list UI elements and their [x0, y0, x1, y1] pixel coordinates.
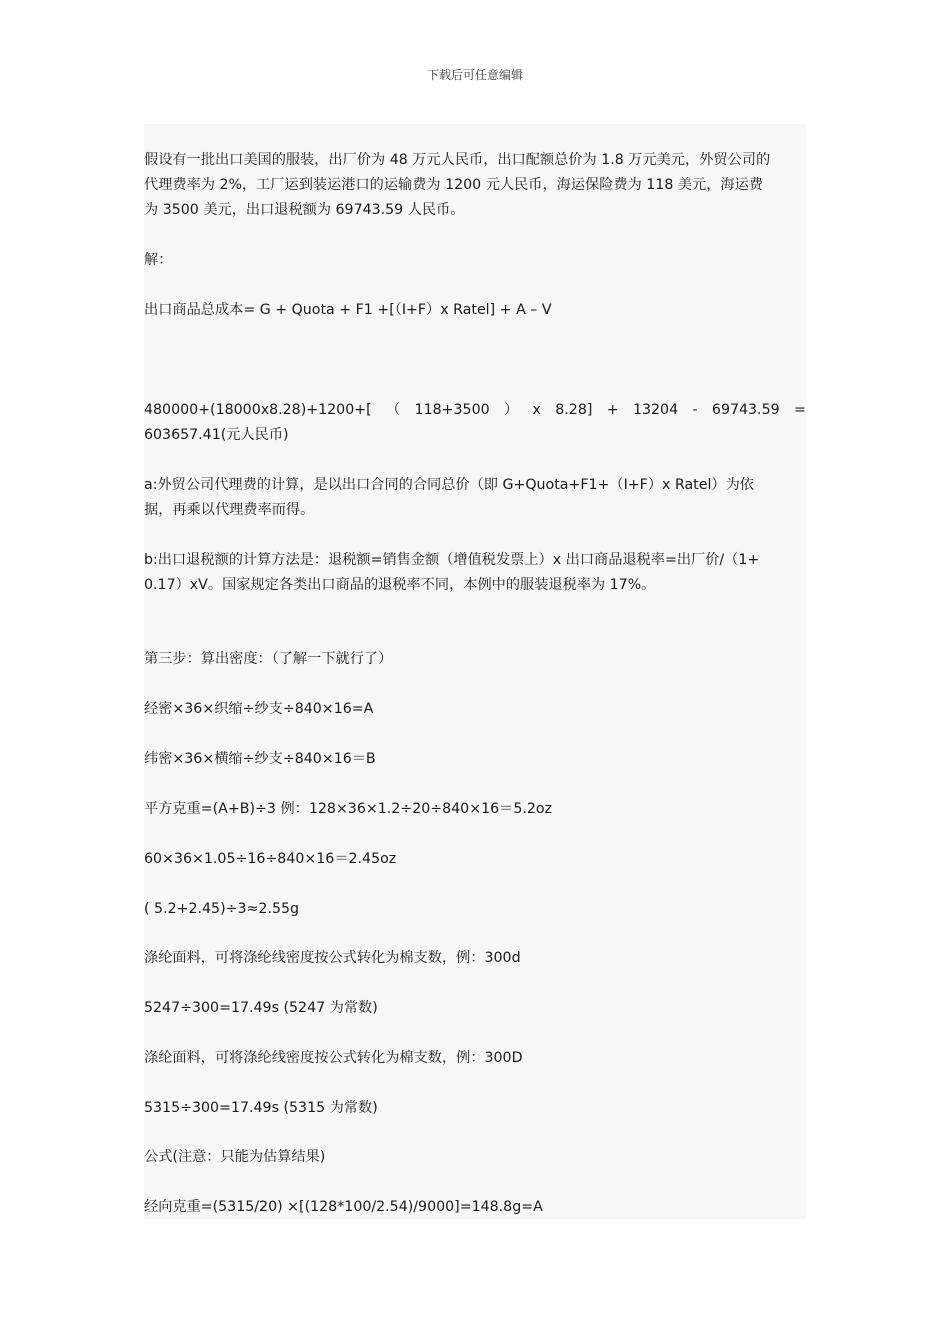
polyester-note-1: 涤纶面料，可将涤纶线密度按公式转化为棉支数，例：300d [144, 950, 521, 966]
note-b-line-2: 0.17）xV。国家规定各类出口商品的退税率不同，本例中的服装退税率为 17%。 [144, 577, 656, 593]
total-cost-formula: 出口商品总成本= G + Quota + F1 +[（I+F）x Ratel] + A – V [144, 302, 552, 318]
polyester-calc-2: 5315÷300=17.49s (5315 为常数) [144, 1100, 378, 1116]
example-calc-2: ( 5.2+2.45)÷3≈2.55g [144, 901, 300, 917]
calc-token: （ [386, 402, 401, 418]
page-header-note: 下载后可任意编辑 [426, 68, 523, 82]
calc-token: - [692, 402, 698, 418]
calc-token: 69743.59 [711, 402, 780, 418]
calc-token: x [532, 402, 541, 418]
calc-token: = [793, 402, 806, 418]
square-weight-formula: 平方克重=(A+B)÷3 例：128×36×1.2÷20÷840×16＝5.2oz [144, 801, 553, 817]
weft-density-formula: 纬密×36×横缩÷纱支÷840×16＝B [144, 751, 376, 767]
warp-density-formula: 经密×36×织缩÷纱支÷840×16=A [144, 701, 374, 717]
note-a [144, 473, 806, 523]
polyester-calc-1: 5247÷300=17.49s (5247 为常数) [144, 1000, 378, 1016]
problem-line-1: 假设有一批出口美国的服装，出厂价为 48 万元人民币，出口配额总价为 1.8 万元美元，外贸公司的 [144, 152, 771, 168]
calculation-paragraph [144, 398, 806, 448]
calc-token: + [606, 402, 619, 418]
calc-token: 480000+(18000x8.28)+1200+[ [144, 402, 372, 418]
calc-token: 8.28] [555, 402, 593, 418]
calculation-line-2: 603657.41(元人民币) [144, 427, 289, 443]
polyester-note-2: 涤纶面料，可将涤纶线密度按公式转化为棉支数，例：300D [144, 1050, 523, 1066]
note-a-line-2: 据，再乘以代理费率而得。 [144, 502, 315, 518]
example-calc-1: 60×36×1.05÷16÷840×16＝2.45oz [144, 851, 397, 867]
step-three-heading: 第三步：算出密度：（了解一下就行了） [144, 651, 393, 667]
solution-label: 解： [144, 252, 173, 268]
problem-statement [144, 148, 806, 223]
note-b [144, 548, 806, 598]
problem-line-3: 为 3500 美元，出口退税额为 69743.59 人民币。 [144, 202, 465, 218]
problem-line-2: 代理费率为 2%，工厂运到装运港口的运输费为 1200 元人民币，海运保险费为 118 美元，海运费 [144, 177, 763, 193]
calculation-line-1 [144, 398, 806, 423]
calc-token: 13204 [632, 402, 679, 418]
formula-caption: 公式(注意：只能为估算结果) [144, 1149, 326, 1165]
warp-weight-formula: 经向克重=(5315/20) ×[(128*100/2.54)/9000]=148.8g=A [144, 1199, 543, 1215]
calc-token: 118+3500 [414, 402, 490, 418]
note-b-line-1: b:出口退税额的计算方法是：退税额=销售金额（增值税发票上）x 出口商品退税率=出厂价/（1+ [144, 552, 760, 568]
calc-token: ） [503, 402, 519, 418]
note-a-line-1: a:外贸公司代理费的计算，是以出口合同的合同总价（即 G+Quota+F1+（I+F）x Ratel）为依 [144, 477, 754, 493]
